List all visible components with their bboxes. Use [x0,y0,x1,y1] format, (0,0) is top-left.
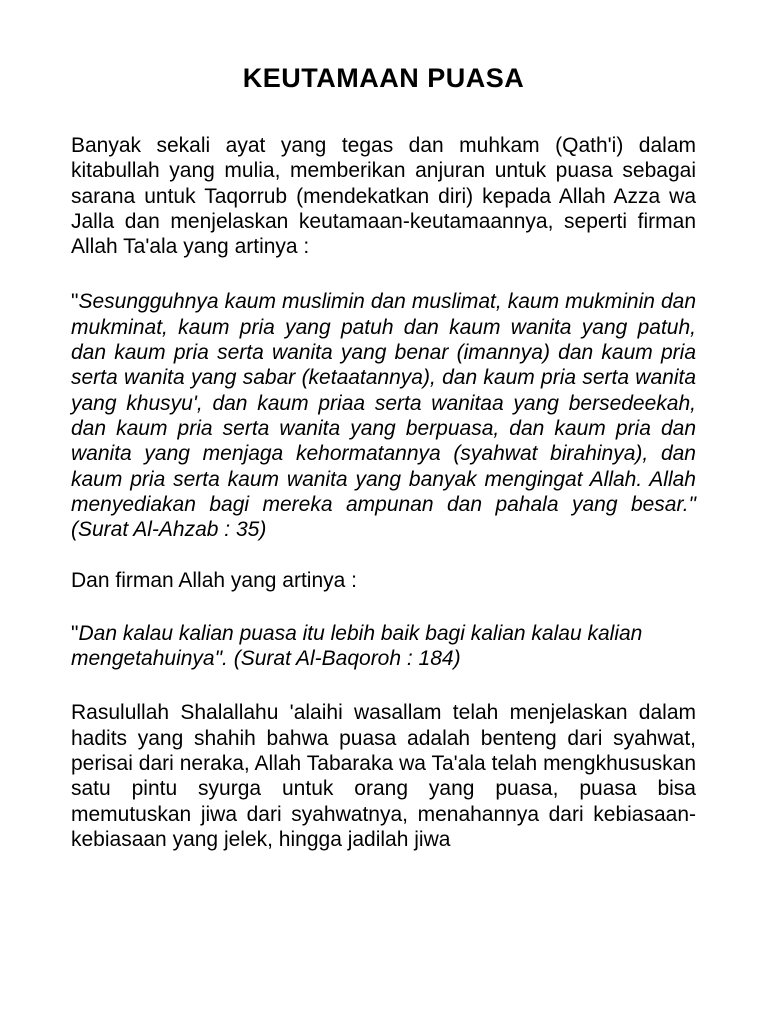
document-page [71,60,696,852]
quote-al-ahzab [71,289,696,542]
document-title: KEUTAMAAN PUASA [242,63,525,93]
quote-open-mark: " [71,621,79,645]
quote-text: Dan kalau kalian puasa itu lebih baik bagi kalian kalau kalian mengetahuinya". [71,621,643,671]
quote-al-baqoroh [71,621,696,672]
quote-open-mark: " [71,290,79,314]
hadith-paragraph: Rasulullah Shalallahu 'alaihi wasallam telah menjelaskan dalam hadits yang shahih bahwa puasa adalah benteng dari syahwat, perisai dari neraka, Allah Tabaraka wa Ta'ala telah mengkhususkan satu pintu syurga untuk orang yang puasa, puasa bisa memutuskan jiwa dari syahwatnya, menahannya dari kebiasaan-kebiasaan yang jelek, hingga jadilah jiwa [71,701,696,851]
quote-reference: (Surat Al-Ahzab : 35) [71,518,267,542]
quote-text: Sesungguhnya kaum muslimin dan muslimat, kaum mukminin dan mukminat, kaum pria yang patuh dan kaum wanita yang patuh, dan kaum pria serta wanita yang benar (imannya) dan kaum pria serta wanita yang sabar (ketaatannya), dan kaum pria serta wanita yang khusyu', dan kaum priaa serta wanitaa yang bersedeekah, dan kaum pria serta wanita yang berpuasa, dan kaum pria dan wanita yang menjaga kehormatannya (syahwat birahinya), dan kaum pria serta kaum wanita yang banyak mengingat Allah. Allah menyediakan bagi mereka ampunan dan pahala yang besar." [71,290,696,516]
intro-paragraph: Banyak sekali ayat yang tegas dan muhkam (Qath'i) dalam kitabullah yang mulia, memberikan anjuran untuk puasa sebagai sarana untuk Taqorrub (mendekatkan diri) kepada Allah Azza wa Jalla dan menjelaskan keutamaan-keutamaannya, seperti firman Allah Ta'ala yang artinya : [71,134,696,259]
transition-paragraph: Dan firman Allah yang artinya : [71,569,357,593]
quote-reference: (Surat Al-Baqoroh : 184) [227,647,461,671]
